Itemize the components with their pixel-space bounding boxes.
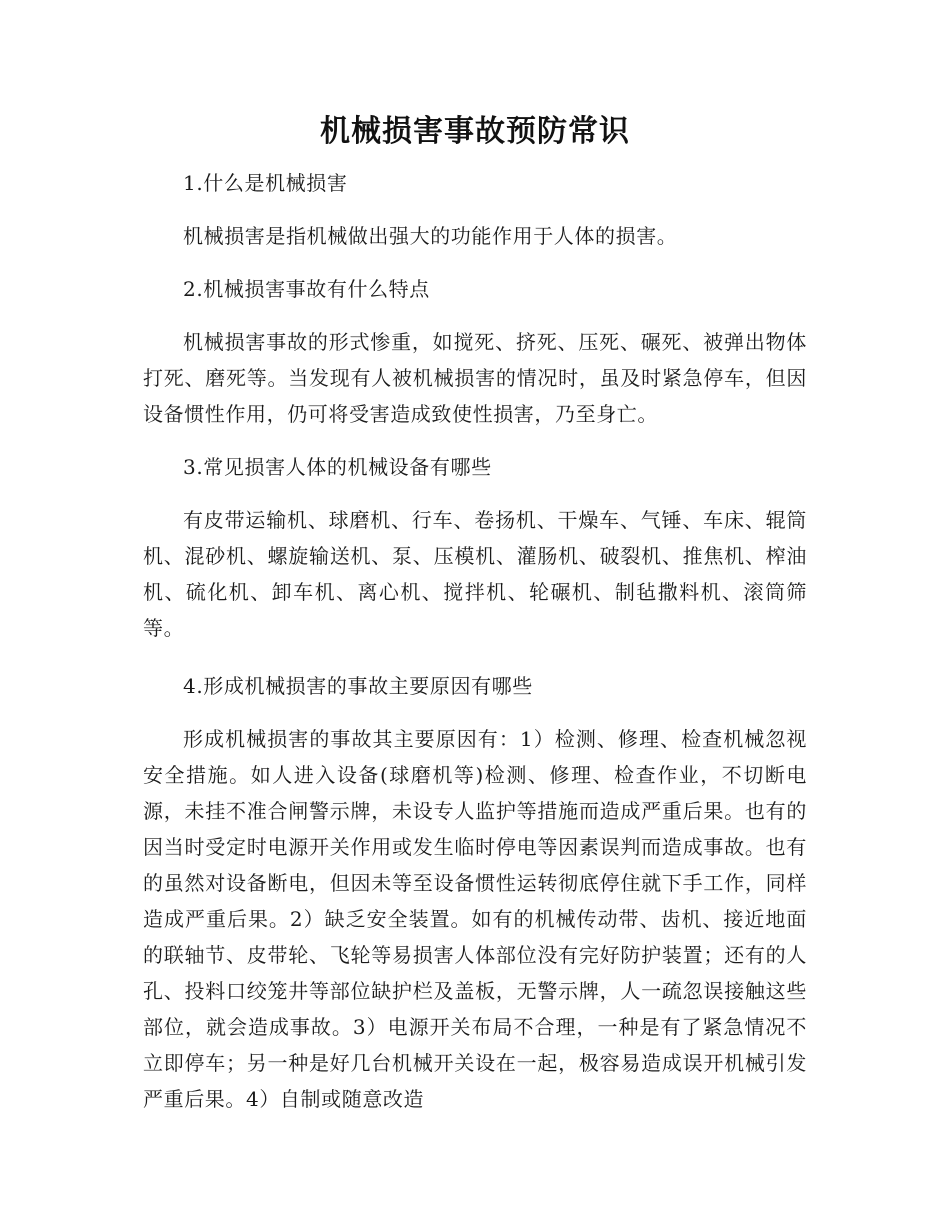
section-3-heading: 3.常见损害人体的机械设备有哪些 (183, 455, 492, 479)
document-body (143, 165, 807, 1134)
section-1-heading: 1.什么是机械损害 (183, 171, 348, 195)
section-4-body: 形成机械损害的事故其主要原因有：1）检测、修理、检查机械忽视安全措施。如人进入设备(球磨机等)检测、修理、检查作业，不切断电源，未挂不准合闸警示牌，未设专人监护等措施而造成严重后果。也有的因当时受定时电源开关作用或发生临时停电等因素误判而造成事故。也有的虽然对设备断电，但因未等至设备惯性运转彻底停住就下手工作，同样造成严重后果。2）缺乏安全装置。如有的机械传动带、齿机、接近地面的联轴节、皮带轮、飞轮等易损害人体部位没有完好防护装置；还有的人孔、投料口绞笼井等部位缺护栏及盖板，无警示牌，人一疏忽误接触这些部位，就会造成事故。3）电源开关布局不合理，一种是有了紧急情况不立即停车；另一种是好几台机械开关设在一起，极容易造成误开机械引发严重后果。4）自制或随意改造 (143, 727, 807, 1111)
section-3-body: 有皮带运输机、球磨机、行车、卷扬机、干燥车、气锤、车床、辊筒机、混砂机、螺旋输送机、泵、压模机、灌肠机、破裂机、推焦机、榨油机、硫化机、卸车机、离心机、搅拌机、轮碾机、制毡撒料机、滚筒筛等。 (143, 508, 807, 640)
section-4-heading: 4.形成机械损害的事故主要原因有哪些 (183, 674, 533, 698)
page-title: 机械损害事故预防常识 (320, 114, 630, 149)
section-1-body: 机械损害是指机械做出强大的功能作用于人体的损害。 (183, 224, 678, 248)
section-2-heading: 2.机械损害事故有什么特点 (183, 277, 430, 301)
section-2-body: 机械损害事故的形式惨重，如搅死、挤死、压死、碾死、被弹出物体打死、磨死等。当发现有人被机械损害的情况时，虽及时紧急停车，但因设备惯性作用，仍可将受害造成致使性损害，乃至身亡。 (143, 330, 807, 426)
